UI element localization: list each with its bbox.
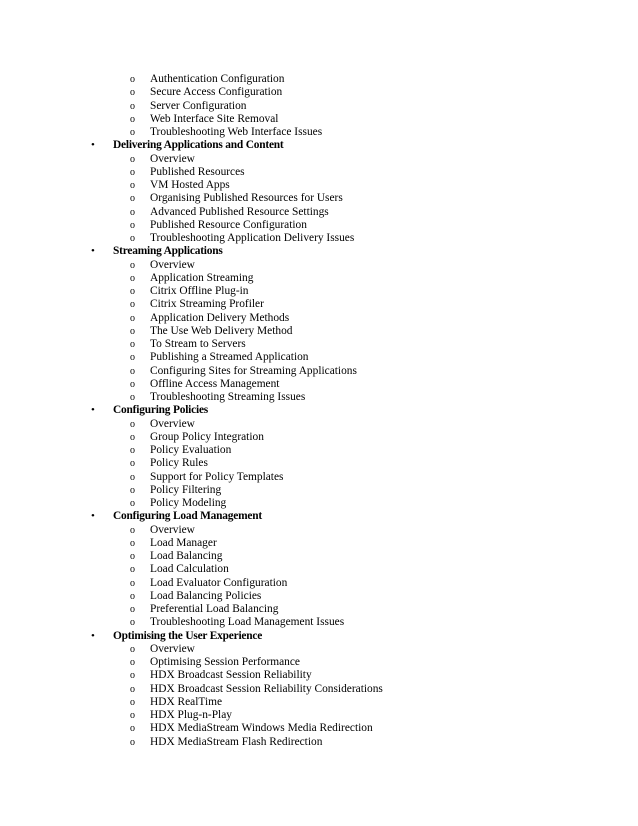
list-item-text: HDX Plug-n-Play xyxy=(150,709,232,721)
list-item xyxy=(0,603,638,616)
sub-bullet: o xyxy=(130,312,135,324)
list-item-text: The Use Web Delivery Method xyxy=(150,324,293,337)
list-item-text: Published Resources xyxy=(150,165,245,178)
list-item xyxy=(0,736,638,749)
sub-bullet: o xyxy=(130,736,135,748)
sub-bullet: o xyxy=(130,166,135,178)
sub-bullet: o xyxy=(130,153,135,165)
sub-bullet: o xyxy=(130,458,135,470)
list-item xyxy=(0,444,638,457)
list-item xyxy=(0,722,638,735)
list-item-text: Citrix Streaming Profiler xyxy=(150,298,264,311)
sub-bullet: o xyxy=(130,325,135,337)
sub-bullet: o xyxy=(130,617,135,629)
sub-bullet: o xyxy=(130,352,135,364)
list-item xyxy=(0,590,638,603)
sub-bullet: o xyxy=(130,683,135,695)
sub-bullet: o xyxy=(130,339,135,350)
list-item-text: Overview xyxy=(150,642,195,655)
list-item-text: Preferential Load Balancing xyxy=(150,603,279,615)
list-item xyxy=(0,153,638,166)
list-item xyxy=(0,312,638,325)
list-item-text: Load Calculation xyxy=(150,563,229,576)
list-item-text: HDX MediaStream Flash Redirection xyxy=(150,735,323,748)
list-item xyxy=(0,497,638,510)
sub-bullet: o xyxy=(130,564,135,576)
list-item xyxy=(0,73,638,86)
list-item xyxy=(0,219,638,232)
sub-bullet: o xyxy=(130,378,135,390)
list-item-text: Troubleshooting Streaming Issues xyxy=(150,391,306,403)
list-item xyxy=(0,86,638,99)
list-item-text: Policy Rules xyxy=(150,457,208,470)
section-heading xyxy=(0,245,638,258)
sub-bullet: o xyxy=(130,87,135,99)
sub-bullet: o xyxy=(130,259,135,271)
sub-bullet: o xyxy=(130,418,135,430)
list-item-text: Overview xyxy=(150,258,195,271)
list-item-text: Load Evaluator Configuration xyxy=(150,576,288,589)
list-item xyxy=(0,537,638,550)
list-item xyxy=(0,351,638,364)
list-item xyxy=(0,524,638,537)
list-item-text: Offline Access Management xyxy=(150,377,280,390)
sub-bullet: o xyxy=(130,643,135,655)
list-item-text: Group Policy Integration xyxy=(150,430,264,443)
sub-bullet: o xyxy=(130,233,135,244)
list-item xyxy=(0,683,638,696)
list-item xyxy=(0,100,638,113)
list-item-text: Configuring Sites for Streaming Applications xyxy=(150,364,357,377)
sub-bullet: o xyxy=(130,696,135,708)
list-item-text: Optimising Session Performance xyxy=(150,656,300,668)
sub-bullet: o xyxy=(130,471,135,483)
sub-bullet: o xyxy=(130,723,135,735)
sub-bullet: o xyxy=(130,431,135,443)
list-item xyxy=(0,709,638,722)
section-bullet: • xyxy=(91,245,95,258)
sub-bullet: o xyxy=(130,498,135,509)
sub-bullet: o xyxy=(130,365,135,377)
list-item-text: Load Manager xyxy=(150,536,217,549)
sub-bullet: o xyxy=(130,180,135,191)
list-item-text: HDX Broadcast Session Reliability Considerations xyxy=(150,682,383,695)
list-item xyxy=(0,563,638,576)
list-item-text: Citrix Offline Plug-in xyxy=(150,285,249,297)
list-item-text: To Stream to Servers xyxy=(150,338,246,350)
sub-bullet: o xyxy=(130,299,135,311)
list-item-text: Overview xyxy=(150,152,195,165)
sub-bullet: o xyxy=(130,524,135,536)
list-item-text: Overview xyxy=(150,417,195,430)
section-heading xyxy=(0,510,638,523)
list-item xyxy=(0,365,638,378)
lead-sub-list xyxy=(0,73,638,139)
list-item-text: Troubleshooting Web Interface Issues xyxy=(150,126,323,138)
list-item-text: Policy Filtering xyxy=(150,483,222,496)
list-item xyxy=(0,298,638,311)
document-body xyxy=(0,73,638,749)
sub-bullet: o xyxy=(130,551,135,562)
sub-bullet: o xyxy=(130,219,135,231)
list-item xyxy=(0,166,638,179)
list-item xyxy=(0,577,638,590)
list-item-text: Overview xyxy=(150,523,195,536)
list-item-text: Load Balancing Policies xyxy=(150,589,262,602)
section-title: Streaming Applications xyxy=(113,245,223,258)
sub-bullet: o xyxy=(130,392,135,403)
list-item-text: Policy Evaluation xyxy=(150,444,232,456)
list-item-text: Application Streaming xyxy=(150,271,254,284)
list-item xyxy=(0,113,638,126)
list-item-text: Application Delivery Methods xyxy=(150,311,290,324)
sub-bullet: o xyxy=(130,604,135,615)
list-item xyxy=(0,391,638,404)
list-item xyxy=(0,643,638,656)
sub-bullet: o xyxy=(130,657,135,668)
list-item xyxy=(0,179,638,192)
sub-bullet: o xyxy=(130,193,135,205)
sub-bullet: o xyxy=(130,577,135,589)
list-item xyxy=(0,669,638,682)
list-item-text: Authentication Configuration xyxy=(150,73,285,85)
section-heading xyxy=(0,404,638,417)
sub-bullet: o xyxy=(130,484,135,496)
list-item-text: Secure Access Configuration xyxy=(150,86,283,99)
list-item xyxy=(0,484,638,497)
list-item-text: HDX RealTime xyxy=(150,695,223,708)
list-item-text: HDX Broadcast Session Reliability xyxy=(150,669,312,682)
sub-bullet: o xyxy=(130,445,135,456)
sub-bullet: o xyxy=(130,537,135,549)
list-item-text: Publishing a Streamed Application xyxy=(150,351,309,364)
list-item-text: Server Configuration xyxy=(150,99,247,112)
sub-bullet: o xyxy=(130,286,135,297)
list-item-text: Load Balancing xyxy=(150,550,223,562)
sub-bullet: o xyxy=(130,74,135,85)
list-item-text: Published Resource Configuration xyxy=(150,218,307,231)
list-item xyxy=(0,418,638,431)
list-item xyxy=(0,616,638,629)
list-item-text: Web Interface Site Removal xyxy=(150,112,279,125)
section-bullet: • xyxy=(91,629,95,642)
list-item xyxy=(0,206,638,219)
list-item xyxy=(0,550,638,563)
list-item-text: HDX MediaStream Windows Media Redirection xyxy=(150,722,373,735)
list-item-text: Troubleshooting Load Management Issues xyxy=(150,616,345,629)
list-item xyxy=(0,471,638,484)
list-item-text: Support for Policy Templates xyxy=(150,470,284,483)
list-item-text: Policy Modeling xyxy=(150,497,227,509)
list-item xyxy=(0,338,638,351)
list-item-text: VM Hosted Apps xyxy=(150,179,230,191)
list-item xyxy=(0,272,638,285)
list-item xyxy=(0,325,638,338)
section-title: Optimising the User Experience xyxy=(113,629,263,642)
section-bullet: • xyxy=(91,510,95,523)
list-item xyxy=(0,378,638,391)
section-title: Delivering Applications and Content xyxy=(113,139,284,152)
sub-bullet: o xyxy=(130,206,135,218)
list-item xyxy=(0,232,638,245)
list-item xyxy=(0,126,638,139)
section-bullet: • xyxy=(91,139,95,152)
sub-bullet: o xyxy=(130,272,135,284)
list-item-text: Troubleshooting Application Delivery Issues xyxy=(150,232,355,244)
list-item xyxy=(0,259,638,272)
sub-bullet: o xyxy=(130,100,135,112)
list-item xyxy=(0,192,638,205)
sub-bullet: o xyxy=(130,710,135,721)
list-item xyxy=(0,431,638,444)
section-title: Configuring Policies xyxy=(113,404,209,417)
section-heading xyxy=(0,630,638,643)
section-title: Configuring Load Management xyxy=(113,510,263,523)
section-bullet: • xyxy=(91,404,95,417)
list-item xyxy=(0,696,638,709)
sub-bullet: o xyxy=(130,127,135,138)
sub-bullet: o xyxy=(130,590,135,602)
list-item-text: Organising Published Resources for Users xyxy=(150,192,343,205)
list-item xyxy=(0,656,638,669)
sub-bullet: o xyxy=(130,113,135,125)
list-item xyxy=(0,457,638,470)
list-item xyxy=(0,285,638,298)
sub-bullet: o xyxy=(130,670,135,682)
section-heading xyxy=(0,139,638,152)
list-item-text: Advanced Published Resource Settings xyxy=(150,205,329,218)
